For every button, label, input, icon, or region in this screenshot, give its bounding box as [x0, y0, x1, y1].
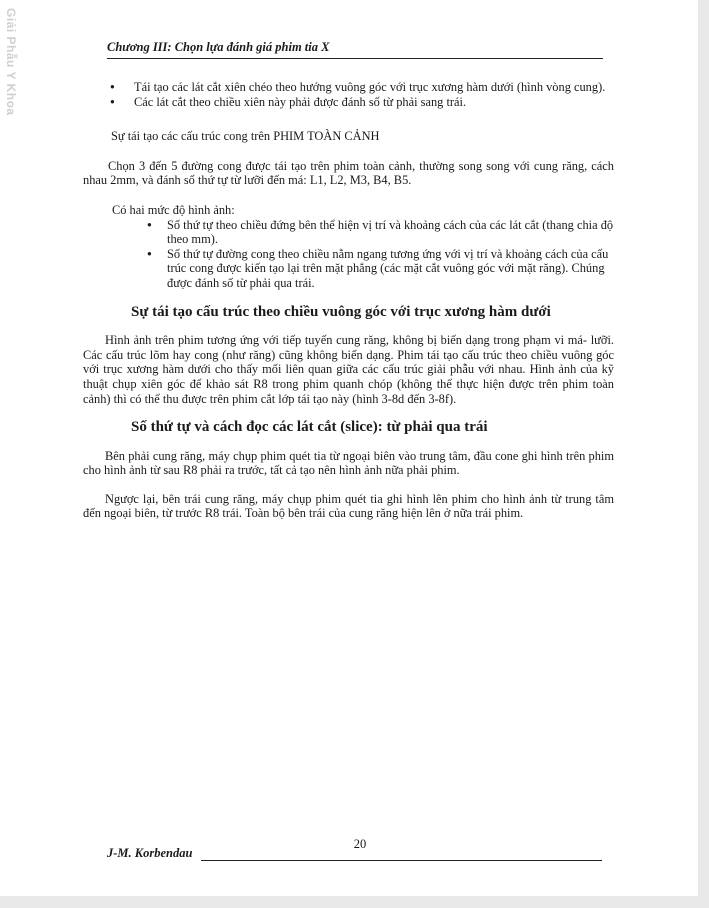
bullet-item: ● Tái tạo các lát cắt xiên chéo theo hướng vuông góc với trục xương hàm dưới (hình vòng cung).	[107, 80, 614, 95]
bullet-list-levels	[83, 218, 614, 291]
footer-author: J-M. Korbendau	[107, 846, 193, 860]
page-content	[83, 80, 614, 521]
bullet-list-top	[107, 80, 614, 109]
page-header: Chương III: Chọn lựa đánh giá phim tia X	[107, 40, 603, 59]
section-subtitle: Sự tái tạo các cấu trúc cong trên PHIM TOÀN CẢNH	[111, 129, 380, 144]
paragraph: Bên phải cung răng, máy chụp phim quét tia từ ngoại biên vào trung tâm, đầu cone ghi hình trên phim cho hình ảnh từ sau R8 phải ra trước, tất cả tạo nên hình ảnh nữa phải phim.	[83, 448, 614, 478]
bullet-item: ● Các lát cắt theo chiều xiên này phải được đánh số từ phải sang trái.	[107, 95, 614, 110]
bullet-item: ● Số thứ tự đường cong theo chiều nằm ngang tương ứng với vị trí và khoảng cách của cấu trúc cong được kiến tạo lại trên mặt phẳng (các mặt cắt vuông góc với mặt răng). Chúng được đánh số từ phải qua trái.	[83, 247, 614, 291]
page-number: 20	[353, 837, 367, 851]
paragraph: Ngược lại, bên trái cung răng, máy chụp phim quét tia ghi hình lên phim cho hình ảnh từ trung tâm đến ngoại biên, từ trước R8 trái. Toàn bộ bên trái của cung răng hiện lên ở nữa trái phim.	[83, 491, 614, 521]
footer-rule	[201, 860, 602, 861]
bullet-item: ● Số thứ tự theo chiều đứng bên thể hiện vị trí và khoảng cách của các lát cắt (thang chia độ theo mm).	[83, 218, 614, 247]
paragraph: Hình ảnh trên phim tương ứng với tiếp tuyến cung răng, không bị biến dạng trong phạm vi má- lưỡi. Các cấu trúc lõm hay cong (như răng) cũng không biến dạng. Phim tái tạo cấu trúc theo chiều vuông góc với trục xương hàm dưới cho thấy mối liên quan giữa các cấu trúc giải phẫu với nhau. Hình ảnh của kỹ thuật chụp xiên góc để khảo sát R8 trong phim quanh chóp (không thể thực hiện được trên phim toàn cảnh) thì có thể thu được trên phim cắt lớp tái tạo này (hình 3-8d đến 3-8f).	[83, 333, 614, 406]
section-heading: Số thứ tự và cách đọc các lát cắt (slice): từ phải qua trái	[131, 419, 488, 436]
watermark: Giải Phẫu Y Khoa	[4, 8, 18, 116]
section-heading: Sự tái tạo cấu trúc theo chiều vuông góc với trục xương hàm dưới	[131, 303, 551, 320]
paragraph: Chọn 3 đến 5 đường cong được tái tạo trên phim toàn cảnh, thường song song với cung răng, cách nhau 2mm, và đánh số thứ tự từ lưỡi đến má: L1, L2, M3, B4, B5.	[83, 158, 614, 188]
levels-intro: Có hai mức độ hình ảnh:	[112, 202, 235, 217]
